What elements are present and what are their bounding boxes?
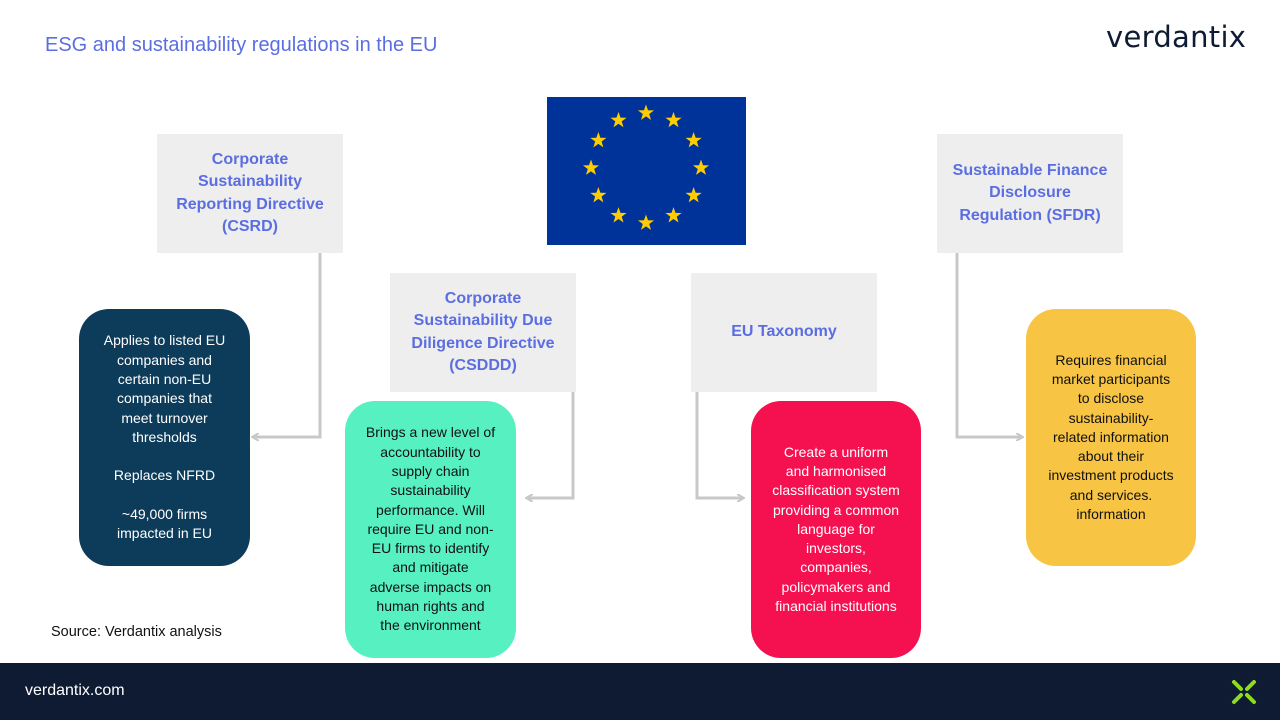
source-note: Source: Verdantix analysis — [51, 624, 222, 640]
footer-bar — [0, 663, 1280, 720]
eu-taxonomy-label: EU Taxonomy — [731, 323, 837, 341]
csrd-detail-box — [79, 309, 250, 566]
sfdr-label-box — [937, 134, 1123, 253]
connector-csddd — [527, 392, 573, 498]
eu-taxonomy-label-box — [691, 273, 877, 392]
page-title: ESG and sustainability regulations in the EU — [45, 34, 438, 56]
csddd-detail: Brings a new level of accountability to supply chain sustainability performance. Will require EU and non- EU firms to identify and mitigate adverse impacts on human rights and the environment — [365, 424, 496, 634]
footer-url: verdantix.com — [25, 682, 125, 699]
connector-taxonomy — [697, 392, 743, 498]
verdantix-x-mark-icon — [1231, 679, 1257, 705]
csrd-label-box — [157, 134, 343, 253]
sfdr-label: Sustainable Finance Disclosure Regulation (SFDR) — [952, 161, 1108, 224]
verdantix-logo: verdantix — [1106, 20, 1247, 54]
csrd-label: Corporate Sustainability Reporting Directive (CSRD) — [176, 150, 324, 235]
csddd-label: Corporate Sustainability Due Diligence Directive (CSDDD) — [411, 289, 555, 374]
eu-taxonomy-detail-box — [751, 401, 921, 658]
connector-csrd — [253, 253, 320, 437]
csrd-detail: Applies to listed EU companies and certain non-EU companies that meet turnover thresholds Replaces NFRD ~49,000 firms impacted in EU — [103, 332, 226, 542]
connector-sfdr — [957, 253, 1022, 437]
sfdr-detail: Requires financial market participants to disclose sustainability- related information about their investment products and services. information — [1048, 351, 1174, 523]
csddd-label-box — [390, 273, 576, 392]
eu-taxonomy-detail: Create a uniform and harmonised classification system providing a common language for investors, companies, policymakers and financial institutions — [772, 443, 900, 615]
csddd-detail-box — [345, 401, 516, 658]
sfdr-detail-box — [1026, 309, 1196, 566]
